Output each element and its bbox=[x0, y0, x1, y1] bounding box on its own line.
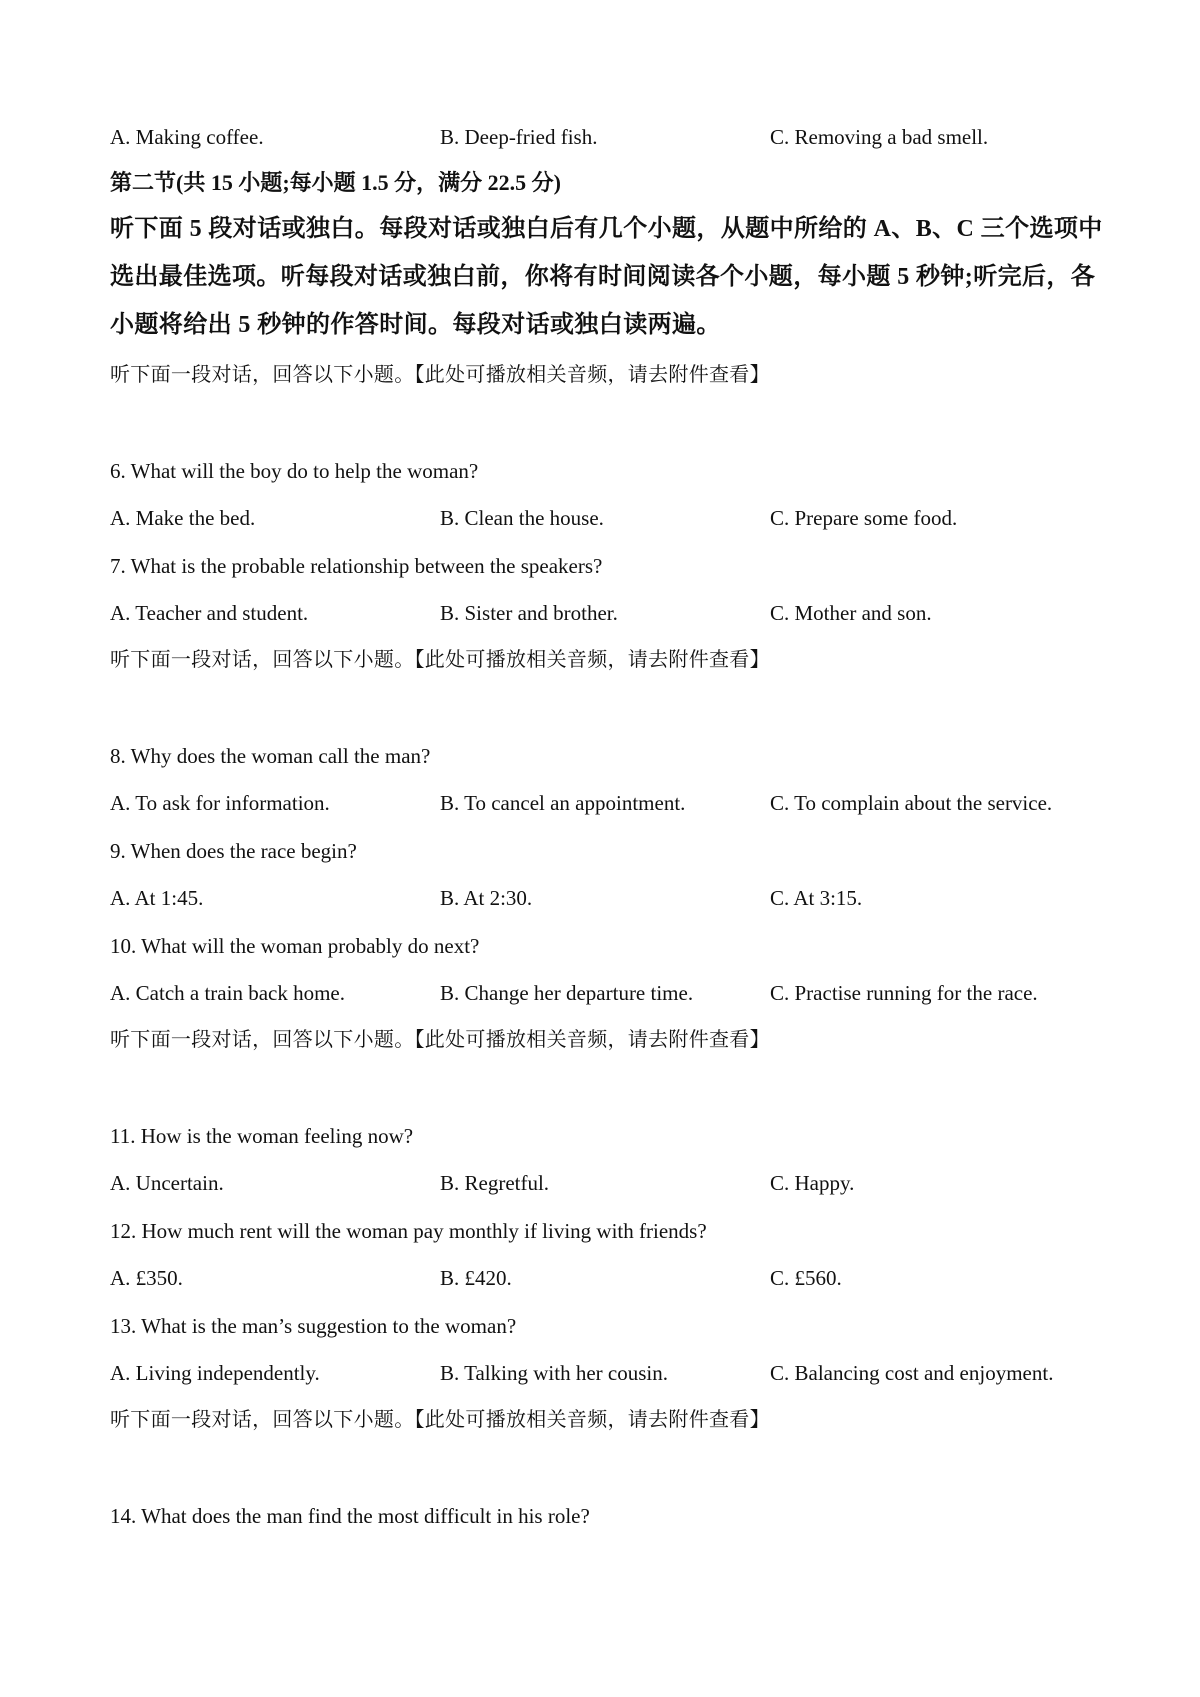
listen-notice: 听下面一段对话，回答以下小题。【此处可播放相关音频，请去附件查看】 bbox=[110, 364, 770, 386]
option-b: B. To cancel an appointment. bbox=[440, 791, 686, 815]
option-b: B. £420. bbox=[440, 1266, 512, 1290]
instruction-line: 选出最佳选项。听每段对话或独白前，你将有时间阅读各个小题，每小题 5 秒钟;听完后，各 bbox=[110, 264, 1096, 290]
option-a: A. Uncertain. bbox=[110, 1171, 224, 1195]
option-b: B. At 2:30. bbox=[440, 886, 533, 910]
option-c: C. £560. bbox=[770, 1266, 842, 1290]
option-c: C. Mother and son. bbox=[770, 601, 932, 625]
question-text: 9. When does the race begin? bbox=[110, 839, 357, 863]
instruction-line: 小题将给出 5 秒钟的作答时间。每段对话或独白读两遍。 bbox=[110, 312, 721, 338]
option-a: A. Making coffee. bbox=[110, 125, 264, 149]
instruction-line: 听下面 5 段对话或独白。每段对话或独白后有几个小题，从题中所给的 A、B、C 三个选项中 bbox=[110, 216, 1103, 242]
option-a: A. Catch a train back home. bbox=[110, 981, 345, 1005]
option-c: C. To complain about the service. bbox=[770, 791, 1053, 815]
option-c: C. Removing a bad smell. bbox=[770, 125, 989, 149]
option-b: B. Clean the house. bbox=[440, 506, 604, 530]
option-a: A. To ask for information. bbox=[110, 791, 330, 815]
question-text: 6. What will the boy do to help the woman? bbox=[110, 459, 479, 483]
question-text: 10. What will the woman probably do next? bbox=[110, 934, 480, 958]
option-c: C. At 3:15. bbox=[770, 886, 863, 910]
question-text: 14. What does the man find the most difficult in his role? bbox=[110, 1504, 590, 1528]
option-c: C. Balancing cost and enjoyment. bbox=[770, 1361, 1054, 1385]
option-a: A. £350. bbox=[110, 1266, 183, 1290]
option-c: C. Happy. bbox=[770, 1171, 855, 1195]
question-text: 13. What is the man’s suggestion to the woman? bbox=[110, 1314, 517, 1338]
option-a: A. Living independently. bbox=[110, 1361, 320, 1385]
section-title: 第二节(共 15 小题;每小题 1.5 分，满分 22.5 分) bbox=[110, 170, 561, 195]
question-text: 7. What is the probable relationship between the speakers? bbox=[110, 554, 603, 578]
option-c: C. Prepare some food. bbox=[770, 506, 958, 530]
option-b: B. Talking with her cousin. bbox=[440, 1361, 668, 1385]
listen-notice: 听下面一段对话，回答以下小题。【此处可播放相关音频，请去附件查看】 bbox=[110, 649, 770, 671]
question-text: 8. Why does the woman call the man? bbox=[110, 744, 431, 768]
option-a: A. Teacher and student. bbox=[110, 601, 309, 625]
option-b: B. Regretful. bbox=[440, 1171, 550, 1195]
question-text: 12. How much rent will the woman pay monthly if living with friends? bbox=[110, 1219, 707, 1243]
question-text: 11. How is the woman feeling now? bbox=[110, 1124, 414, 1148]
option-b: B. Change her departure time. bbox=[440, 981, 694, 1005]
option-c: C. Practise running for the race. bbox=[770, 981, 1038, 1005]
option-b: B. Sister and brother. bbox=[440, 601, 618, 625]
option-a: A. At 1:45. bbox=[110, 886, 204, 910]
listen-notice: 听下面一段对话，回答以下小题。【此处可播放相关音频，请去附件查看】 bbox=[110, 1029, 770, 1051]
listen-notice: 听下面一段对话，回答以下小题。【此处可播放相关音频，请去附件查看】 bbox=[110, 1409, 770, 1431]
option-b: B. Deep-fried fish. bbox=[440, 125, 598, 149]
option-a: A. Make the bed. bbox=[110, 506, 256, 530]
